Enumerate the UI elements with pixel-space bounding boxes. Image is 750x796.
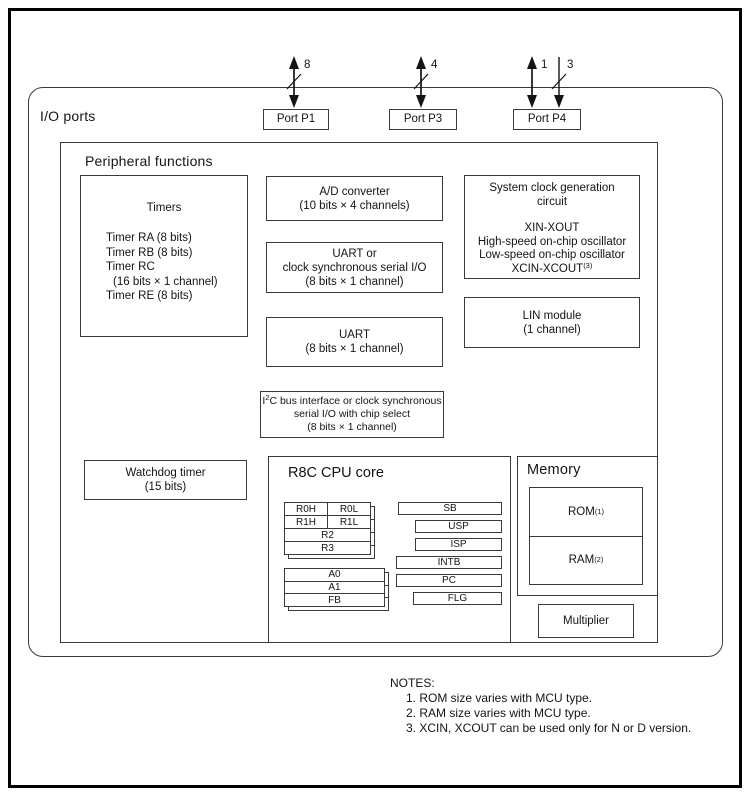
lin-module-block [464,297,640,348]
register-flg: FLG [413,592,502,605]
i2c-line: (8 bits × 1 channel) [307,421,397,433]
clock-title-line: System clock generation [489,182,615,194]
timer-line: Timer RE (8 bits) [106,290,193,302]
uart-sync-serial-block [266,242,443,293]
timers-list [81,231,247,304]
lin-line: LIN module [522,309,582,322]
lin-line: (1 channel) [523,323,581,336]
ad-converter-line: (10 bits × 4 channels) [299,199,410,212]
register-row [285,569,384,581]
multiplier-block: Multiplier [538,604,634,638]
register-bank2 [284,568,385,607]
register-row [285,541,370,554]
ad-converter-block [266,176,443,221]
uart-sync-line: UART or [332,247,377,260]
i2c-line-base: I [262,395,266,407]
timer-line: Timer RB (8 bits) [106,246,193,259]
register-usp: USP [415,520,502,533]
register-intb: INTB [396,556,502,569]
register-r2: R2 [321,529,334,541]
port-p3-box: Port P3 [389,109,457,130]
uart-block [266,317,443,367]
uart-line: UART [338,329,371,341]
register-r0l: R0L [327,503,370,515]
uart-line: (8 bits × 1 channel) [305,343,404,355]
register-fb: FB [328,594,341,606]
timers-block [80,175,248,337]
bus-width-label-p4a: 1 [541,59,548,71]
register-r1h: R1H [295,516,316,528]
register-r3: R3 [321,542,334,554]
i2c-line: serial I/O with chip select [293,408,411,420]
note-item: 1. ROM size varies with MCU type. [406,691,593,705]
register-row [285,503,370,515]
uart-sync-line: clock synchronous serial I/O [282,261,427,274]
port-p1-box: Port P1 [263,109,329,130]
clock-line: Low-speed on-chip oscillator [479,249,625,261]
rom-cell: ROM (1) [530,488,642,537]
register-row [285,593,384,606]
register-r1l: R1L [327,516,370,528]
register-pc: PC [396,574,502,587]
note-item: 3. XCIN, XCOUT can be used only for N or D version. [406,721,692,735]
cpu-core-title: R8C CPU core [288,465,384,481]
register-a1: A1 [328,582,341,593]
i2c-line [262,395,441,408]
system-clock-block [464,175,640,279]
clock-line-sup: (3) [583,260,593,270]
ram-label: RAM [568,554,595,567]
ram-cell: RAM (2) [568,554,604,567]
rom-label: ROM [567,505,595,518]
register-r0h: R0H [295,503,316,515]
port-p4-box: Port P4 [513,109,581,130]
memory-inner-box [529,487,643,585]
register-row [285,515,370,528]
memory-title: Memory [527,462,581,478]
i2c-line-rest: C bus interface or clock synchronous [269,395,442,407]
bus-width-label-p4b: 3 [567,59,574,71]
notes-title: NOTES: [390,676,435,690]
bus-width-label-p1: 8 [304,59,311,71]
clock-line [465,260,639,277]
register-row [285,528,370,541]
i2c-bus-interface-block [260,391,444,438]
watchdog-line: (15 bits) [144,481,187,493]
register-isp: ISP [415,538,502,551]
ad-converter-line: A/D converter [319,185,390,198]
note-item: 2. RAM size varies with MCU type. [406,706,591,720]
io-ports-label: I/O ports [40,108,96,124]
register-bank1 [284,502,371,555]
uart-sync-line: (8 bits × 1 channel) [305,275,404,288]
watchdog-line: Watchdog timer [125,467,206,479]
timer-line: Timer RA (8 bits) [106,232,192,244]
timer-line: Timer RC [106,261,155,273]
clock-line-base: XCIN-XCOUT [511,262,584,275]
i2c-line-sup: 2 [265,393,270,402]
register-sb: SB [398,502,502,515]
notes-items [406,691,691,736]
peripheral-functions-label: Peripheral functions [85,153,213,169]
spacer [465,209,639,222]
timer-line: (16 bits × 1 channel) [113,275,218,288]
timers-title: Timers [146,202,182,214]
clock-title-line: circuit [536,195,568,208]
register-row [285,581,384,594]
register-a0: A0 [328,569,341,581]
clock-line: High-speed on-chip oscillator [477,235,627,248]
watchdog-timer-block [84,460,247,500]
notes-section [390,676,691,736]
clock-line: XIN-XOUT [524,222,580,234]
bus-width-label-p3: 4 [431,59,438,71]
